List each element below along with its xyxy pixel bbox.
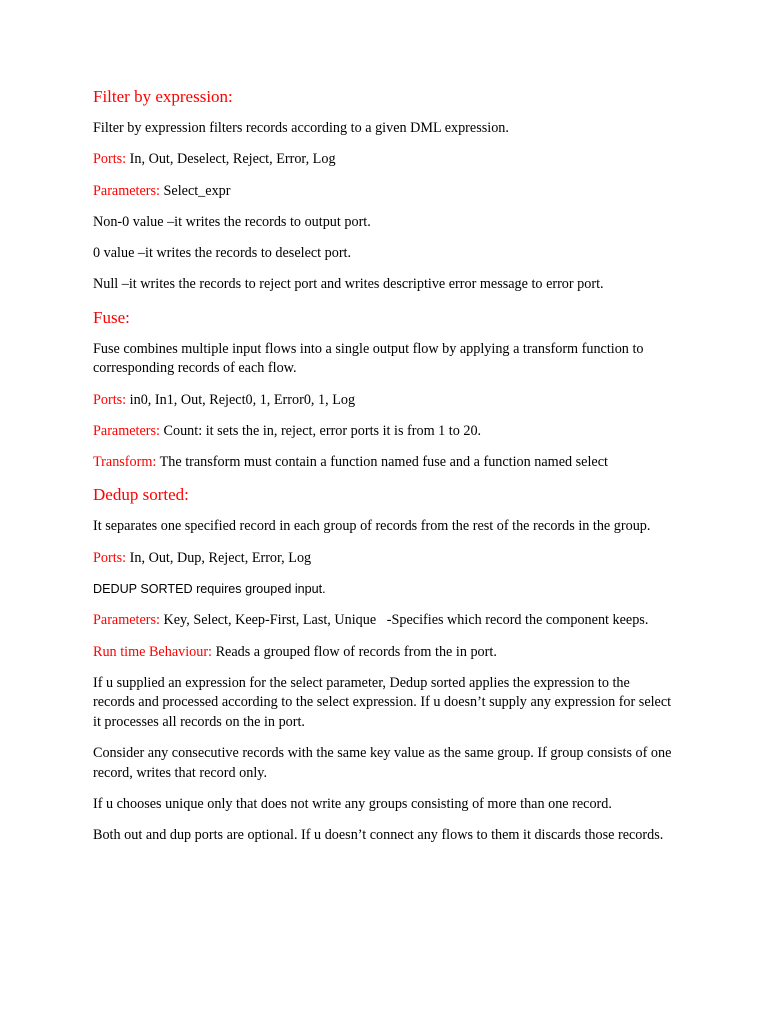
heading-filter-by-expression: Filter by expression: <box>93 87 233 106</box>
dedup-grouped-note: DEDUP SORTED requires grouped input. <box>93 582 326 597</box>
fuse-parameters <box>93 422 673 442</box>
dedup-intro: It separates one specified record in each group of records from the rest of the records in the group. <box>93 518 651 535</box>
parameters-label: Parameters: <box>93 612 160 629</box>
dedup-parameters <box>93 611 673 631</box>
filter-ports <box>93 150 673 170</box>
filter-line-non0: Non-0 value –it writes the records to output port. <box>93 213 371 230</box>
transform-label: Transform: <box>93 454 157 471</box>
heading-fuse: Fuse: <box>93 307 130 327</box>
dedup-para-optional: Both out and dup ports are optional. If u doesn’t connect any flows to them it discards those records. <box>93 827 664 844</box>
parameters-value: Select_expr <box>159 182 231 199</box>
document-page <box>93 86 673 858</box>
runtime-label: Run time Behaviour: <box>93 643 213 660</box>
transform-value: The transform must contain a function named fuse and a function named select <box>156 454 608 471</box>
fuse-intro: Fuse combines multiple input flows into a single output flow by applying a transform function to corresponding records of each flow. <box>93 340 644 377</box>
filter-parameters <box>93 182 673 202</box>
parameters-value: Count: it sets the in, reject, error ports it is from 1 to 20. <box>159 422 482 439</box>
dedup-ports <box>93 549 673 569</box>
filter-line-null: Null –it writes the records to reject port and writes descriptive error message to error port. <box>93 276 604 293</box>
ports-value: in0, In1, Out, Reject0, 1, Error0, 1, Log <box>126 391 356 408</box>
parameters-label: Parameters: <box>93 422 160 439</box>
ports-label: Ports: <box>93 391 127 408</box>
filter-line-0: 0 value –it writes the records to deselect port. <box>93 245 352 262</box>
runtime-value: Reads a grouped flow of records from the in port. <box>212 643 497 660</box>
ports-label: Ports: <box>93 549 127 566</box>
fuse-ports <box>93 391 673 411</box>
filter-intro: Filter by expression filters records according to a given DML expression. <box>93 120 509 136</box>
ports-value: In, Out, Deselect, Reject, Error, Log <box>126 151 336 168</box>
parameters-value: Key, Select, Keep-First, Last, Unique -Specifies which record the component keeps. <box>159 612 649 629</box>
fuse-transform <box>93 453 673 473</box>
dedup-para-consecutive: Consider any consecutive records with the same key value as the same group. If group consists of one record, writes that record only. <box>93 745 672 781</box>
ports-value: In, Out, Dup, Reject, Error, Log <box>126 549 312 566</box>
heading-dedup-sorted: Dedup sorted: <box>93 485 189 505</box>
dedup-para-select: If u supplied an expression for the select parameter, Dedup sorted applies the expression to the records and processed according to the select expression. If u doesn’t supply any expression for select it processes all records on the in port. <box>93 674 672 730</box>
dedup-runtime <box>93 643 673 663</box>
dedup-para-unique: If u chooses unique only that does not write any groups consisting of more than one record. <box>93 796 612 813</box>
parameters-label: Parameters: <box>93 182 160 199</box>
ports-label: Ports: <box>93 151 127 168</box>
